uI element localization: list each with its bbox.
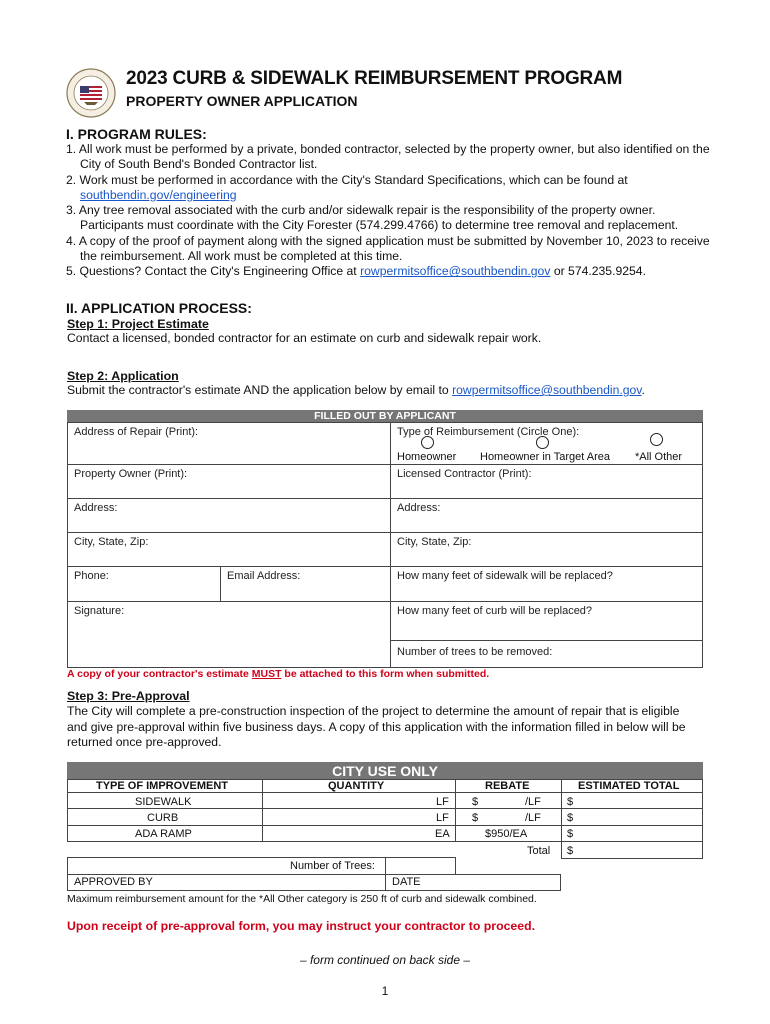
rowpermits-email-link[interactable]: rowpermitsoffice@southbendin.gov <box>360 264 551 279</box>
col-divider <box>455 779 456 842</box>
row-ada-total[interactable]: $ <box>567 828 574 840</box>
property-owner-field[interactable]: Property Owner (Print): <box>67 464 391 499</box>
rule-3: 3. Any tree removal associated with the curb and/or sidewalk repair is the responsibility of the property owner. Participants must coordinate with the City Forester (574.299.4766) to determine tree removal and replacement. <box>66 203 679 233</box>
owner-city-field[interactable]: City, State, Zip: <box>67 532 391 567</box>
warn-post: be attached to this form when submitted. <box>284 668 490 680</box>
rules-heading: I. PROGRAM RULES: <box>66 126 207 142</box>
phone-field[interactable]: Phone: <box>67 566 221 602</box>
page-title: 2023 CURB & SIDEWALK REIMBURSEMENT PROGRAM <box>126 68 623 89</box>
col-type: TYPE OF IMPROVEMENT <box>96 780 229 792</box>
row-curb-rebate[interactable]: /LF <box>525 812 541 824</box>
row-ada-unit: EA <box>435 828 450 840</box>
step2-title: Step 2: Application <box>67 369 179 383</box>
trees-box <box>67 857 456 875</box>
rule-4: 4. A copy of the proof of payment along with the signed application must be submitted by November 10, 2023 to receive the reimbursement. All work must be completed at this time. <box>66 233 710 264</box>
number-of-trees-label: Number of Trees: <box>290 860 375 872</box>
address-of-repair-field[interactable]: Address of Repair (Print): <box>67 422 391 465</box>
radio-all-other[interactable] <box>650 433 663 446</box>
step2-email-link[interactable]: rowpermitsoffice@southbendin.gov <box>452 383 642 397</box>
continued-note: – form continued on back side – <box>299 953 471 967</box>
row-divider <box>67 825 703 826</box>
option-homeowner: Homeowner <box>397 451 457 463</box>
contractor-address-field[interactable]: Address: <box>390 498 703 533</box>
approved-by-field[interactable]: APPROVED BY <box>74 876 153 888</box>
process-heading: II. APPLICATION PROCESS: <box>66 300 252 316</box>
curb-feet-field[interactable]: How many feet of curb will be replaced? <box>390 601 703 641</box>
city-seal-icon <box>66 68 116 118</box>
row-ada-rebate: $950/EA <box>485 828 528 840</box>
total-label: Total <box>527 845 551 857</box>
step2-pre: Submit the contractor's estimate AND the application below by email to <box>67 383 449 397</box>
proceed-notice: Upon receipt of pre-approval form, you may instruct your contractor to proceed. <box>67 919 536 933</box>
page-subtitle: PROPERTY OWNER APPLICATION <box>126 93 358 109</box>
rule-1: 1. All work must be performed by a private, bonded contractor, selected by the property owner, but also identified on the City of South Bend's Bonded Contractor list. <box>66 142 710 172</box>
row-sidewalk-type: SIDEWALK <box>135 796 192 808</box>
radio-target-area[interactable] <box>536 436 549 449</box>
row-curb-rebate-dollar: $ <box>472 812 479 824</box>
rule-2-text: 2. Work must be performed in accordance with the City's Standard Specifications, which can be found at <box>66 172 628 187</box>
step2-post: . <box>641 383 645 397</box>
option-target-area: Homeowner in Target Area <box>480 451 611 463</box>
page-number: 1 <box>381 984 389 998</box>
date-field[interactable]: DATE <box>392 876 421 888</box>
col-rebate: REBATE <box>485 780 530 792</box>
rule-2 <box>66 173 716 204</box>
row-sidewalk-unit: LF <box>436 796 449 808</box>
signature-field[interactable]: Signature: <box>67 601 391 668</box>
estimate-warning <box>67 668 489 680</box>
owner-address-field[interactable]: Address: <box>67 498 391 533</box>
row-curb-unit: LF <box>436 812 449 824</box>
email-field[interactable]: Email Address: <box>220 566 391 602</box>
row-sidewalk-rebate-dollar: $ <box>472 796 479 808</box>
reimbursement-type-label: Type of Reimbursement (Circle One): <box>397 426 580 438</box>
row-curb-type: CURB <box>147 812 179 824</box>
engineering-link[interactable]: southbendin.gov/engineering <box>80 187 237 202</box>
row-curb-total[interactable]: $ <box>567 812 574 824</box>
row-ada-type: ADA RAMP <box>135 828 192 840</box>
step3-title: Step 3: Pre-Approval <box>67 689 190 703</box>
rules-list <box>66 142 716 280</box>
city-use-header: CITY USE ONLY <box>67 762 703 779</box>
col-quantity: QUANTITY <box>328 780 385 792</box>
col-estimated-total: ESTIMATED TOTAL <box>578 780 680 792</box>
contractor-city-field[interactable]: City, State, Zip: <box>390 532 703 567</box>
rule-5-pre: 5. Questions? Contact the City's Engineering Office at <box>66 264 357 279</box>
applicant-header: FILLED OUT BY APPLICANT <box>67 410 703 422</box>
warn-pre: A copy of your contractor's estimate <box>67 668 249 680</box>
col-divider <box>262 779 263 842</box>
step1-title: Step 1: Project Estimate <box>67 317 209 331</box>
row-sidewalk-rebate[interactable]: /LF <box>525 796 541 808</box>
step1-text: Contact a licensed, bonded contractor for an estimate on curb and sidewalk repair work. <box>67 331 542 345</box>
step3-text: The City will complete a pre-construction inspection of the project to determine the amount of repair that is eligible and give pre-approval within five business days. A copy of this application with the information filled in below will be returned once pre-approved. <box>67 704 686 749</box>
sidewalk-feet-field[interactable]: How many feet of sidewalk will be replaced? <box>390 566 703 602</box>
option-all-other: *All Other <box>635 451 683 463</box>
radio-homeowner[interactable] <box>421 436 434 449</box>
rule-5 <box>66 264 716 279</box>
trees-removed-field[interactable]: Number of trees to be removed: <box>390 640 703 668</box>
contractor-field[interactable]: Licensed Contractor (Print): <box>390 464 703 499</box>
warn-must: MUST <box>251 668 282 680</box>
total-box <box>561 841 703 859</box>
step2-text <box>67 383 645 399</box>
row-sidewalk-total[interactable]: $ <box>567 796 574 808</box>
total-value[interactable]: $ <box>567 845 574 857</box>
rule-5-post: or 574.235.9254. <box>553 264 646 279</box>
row-divider <box>67 808 703 809</box>
max-reimbursement-note: Maximum reimbursement amount for the *All Other category is 250 ft of curb and sidewalk combined. <box>67 893 537 905</box>
